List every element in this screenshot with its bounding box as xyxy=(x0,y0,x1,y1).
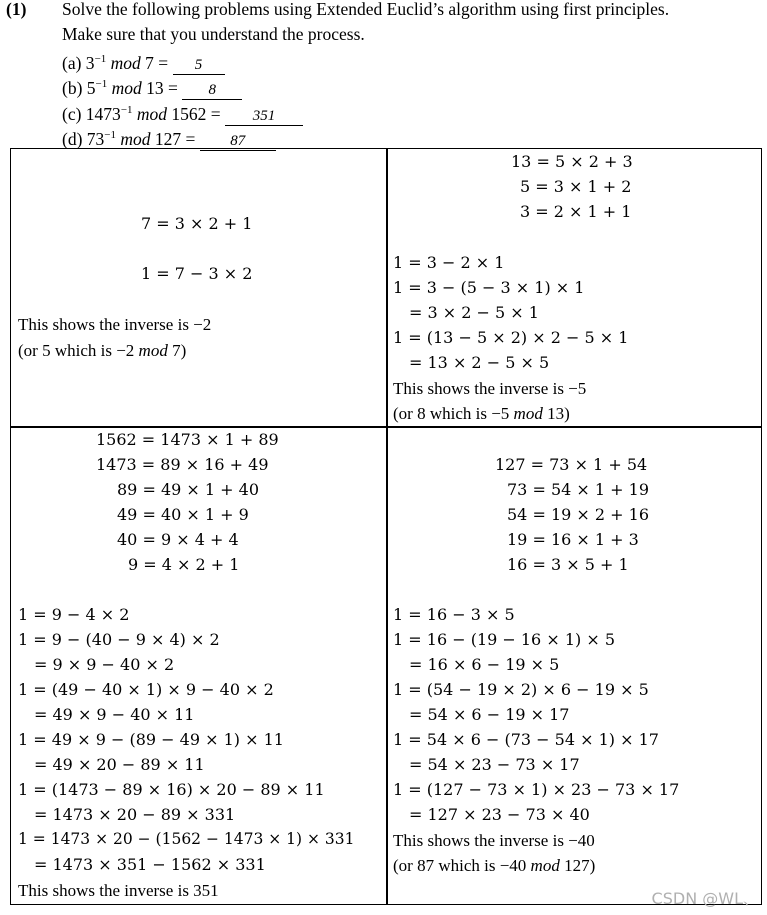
cell-c-division-0: 1562 = 1473 × 1 + 89 xyxy=(96,430,279,449)
cell-d-division-1: 73 = 54 × 1 + 19 xyxy=(507,480,649,499)
cell-c-division-4: 40 = 9 × 4 + 4 xyxy=(117,530,239,549)
cell-d-back-1: 1 = 16 − (19 − 16 × 1) × 5 xyxy=(393,630,615,649)
cell-d-back-7: 1 = (127 − 73 × 1) × 23 − 73 × 17 xyxy=(393,780,680,799)
cell-b-division-0: 13 = 5 × 2 + 3 xyxy=(511,152,633,171)
cell-d-division-3: 19 = 16 × 1 + 3 xyxy=(507,530,639,549)
cell-a-division-0: 7 = 3 × 2 + 1 xyxy=(141,214,253,233)
question-number: (1) xyxy=(6,0,27,19)
answer-a: 5 xyxy=(173,56,225,75)
instruction-line-1: Solve the following problems using Extended Euclid’s algorithm using first principles. xyxy=(62,0,670,19)
cell-c-back-0: 1 = 9 − 4 × 2 xyxy=(18,605,130,624)
problem-a: (a) $3^{-1}$ mod 7 = 5 xyxy=(62,47,225,75)
cell-d-back-6: = 54 × 23 − 73 × 17 xyxy=(409,755,580,774)
cell-d-back-5: 1 = 54 × 6 − (73 − 54 × 1) × 17 xyxy=(393,730,659,749)
cell-c-back-10: = 1473 × 351 − 1562 × 331 xyxy=(34,855,266,874)
cell-c-division-1: 1473 = 89 × 16 + 49 xyxy=(96,455,269,474)
cell-b-back-2: = 3 × 2 − 5 × 1 xyxy=(409,303,539,322)
cell-c-conclusion-1: This shows the inverse is 351 xyxy=(18,881,219,900)
cell-c-back-6: = 49 × 20 − 89 × 11 xyxy=(34,755,205,774)
cell-b-back-3: 1 = (13 − 5 × 2) × 2 − 5 × 1 xyxy=(393,328,629,347)
cell-a-back-0: 1 = 7 − 3 × 2 xyxy=(141,264,253,283)
problem-b: (b) $5^{-1}$ mod 13 = 8 xyxy=(62,72,242,100)
answer-b: 8 xyxy=(182,81,242,100)
cell-c-back-2: = 9 × 9 − 40 × 2 xyxy=(34,655,175,674)
cell-c-division-5: 9 = 4 × 2 + 1 xyxy=(128,555,240,574)
cell-c-division-3: 49 = 40 × 1 + 9 xyxy=(117,505,249,524)
cell-d-division-4: 16 = 3 × 5 + 1 xyxy=(507,555,629,574)
cell-b-division-1: 5 = 3 × 1 + 2 xyxy=(520,177,632,196)
cell-d-back-0: 1 = 16 − 3 × 5 xyxy=(393,605,515,624)
problem-d: (d) $73^{-1}$ mod 127 = 87 xyxy=(62,123,276,151)
answer-c: 351 xyxy=(225,107,303,126)
cell-d-back-2: = 16 × 6 − 19 × 5 xyxy=(409,655,560,674)
cell-d-division-2: 54 = 19 × 2 + 16 xyxy=(507,505,649,524)
problem-c: (c) $1473^{-1}$ mod 1562 = 351 xyxy=(62,98,303,126)
cell-b-conclusion-2: (or 8 which is −5 mod 13) xyxy=(393,404,570,423)
table-vertical-divider xyxy=(386,149,388,904)
cell-d-back-3: 1 = (54 − 19 × 2) × 6 − 19 × 5 xyxy=(393,680,649,699)
solution-table xyxy=(10,148,762,905)
cell-d-back-8: = 127 × 23 − 73 × 40 xyxy=(409,805,590,824)
instruction-line-2: Make sure that you understand the process. xyxy=(62,24,365,44)
cell-d-conclusion-2: (or 87 which is −40 mod 127) xyxy=(393,856,596,875)
answer-d: 87 xyxy=(200,132,276,151)
cell-b-division-2: 3 = 2 × 1 + 1 xyxy=(520,202,632,221)
cell-b-back-4: = 13 × 2 − 5 × 5 xyxy=(409,353,550,372)
cell-d-division-0: 127 = 73 × 1 + 54 xyxy=(495,455,648,474)
cell-c-back-7: 1 = (1473 − 89 × 16) × 20 − 89 × 11 xyxy=(18,780,325,799)
cell-b-back-1: 1 = 3 − (5 − 3 × 1) × 1 xyxy=(393,278,585,297)
watermark: CSDN @WL、 xyxy=(651,889,759,908)
cell-d-conclusion-1: This shows the inverse is −40 xyxy=(393,831,595,850)
cell-a-conclusion-2: (or 5 which is −2 mod 7) xyxy=(18,341,187,360)
cell-c-back-1: 1 = 9 − (40 − 9 × 4) × 2 xyxy=(18,630,220,649)
cell-b-conclusion-1: This shows the inverse is −5 xyxy=(393,379,587,398)
cell-c-back-5: 1 = 49 × 9 − (89 − 49 × 1) × 11 xyxy=(18,730,284,749)
cell-b-back-0: 1 = 3 − 2 × 1 xyxy=(393,253,505,272)
cell-c-back-4: = 49 × 9 − 40 × 11 xyxy=(34,705,195,724)
cell-c-back-3: 1 = (49 − 40 × 1) × 9 − 40 × 2 xyxy=(18,680,274,699)
cell-a-conclusion-1: This shows the inverse is −2 xyxy=(18,315,212,334)
cell-c-back-8: = 1473 × 20 − 89 × 331 xyxy=(34,805,236,824)
cell-c-back-9: 1 = 1473 × 20 − (1562 − 1473 × 1) × 331 xyxy=(18,830,355,848)
cell-d-back-4: = 54 × 6 − 19 × 17 xyxy=(409,705,570,724)
cell-c-division-2: 89 = 49 × 1 + 40 xyxy=(117,480,259,499)
